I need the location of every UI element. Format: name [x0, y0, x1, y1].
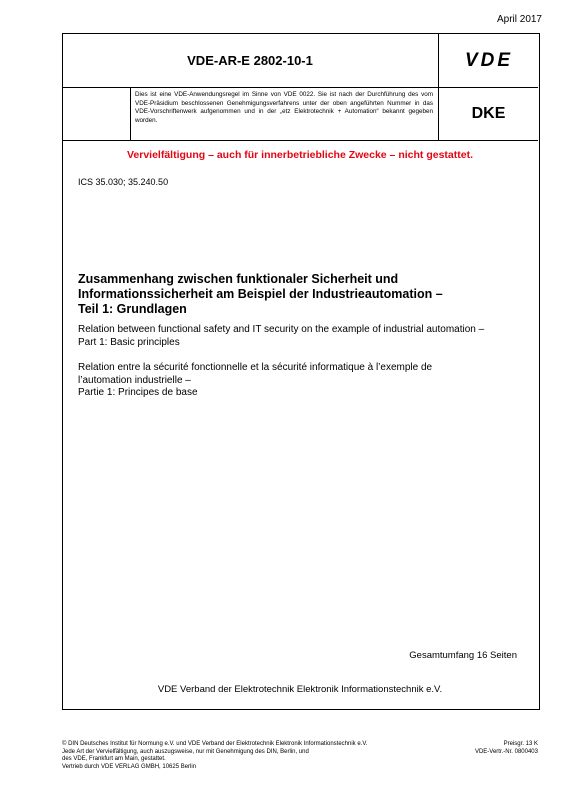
- vde-logo-mark: [453, 49, 525, 71]
- distribution-number: VDE-Vertr.-Nr. 0800403: [474, 748, 538, 755]
- title-german-line: Zusammenhang zwischen funktionaler Sicherheit und: [78, 272, 399, 286]
- copyright-line: Vertrieb durch VDE VERLAG GMBH, 10625 Berlin: [62, 763, 197, 770]
- copyright-footer: [62, 741, 412, 771]
- price-group: Preisgr. 13 K: [503, 741, 538, 747]
- title-german-line: Informationssicherheit am Beispiel der Industrieautomation –: [78, 287, 443, 301]
- issue-date: April 2017: [496, 14, 542, 25]
- title-french: [78, 362, 518, 400]
- approval-notice: Dies ist eine VDE-Anwendungsregel im Sinne von VDE 0022. Sie ist nach der Durchführung des vom VDE-Präsidium beschlossenen Genehmigungsverfahrens unter der oben angeführten Nummer in das VDE-Vorschriftenwerk aufgenommen und in der „etz Elektrotechnik + Automation“ bekannt gegeben worden.: [135, 91, 433, 124]
- title-french-line: l’automation industrielle –: [78, 374, 191, 386]
- price-footer: [475, 741, 538, 756]
- title-french-line: Partie 1: Principes de base: [78, 387, 198, 398]
- title-german: [78, 272, 518, 317]
- title-german-line: Teil 1: Grundlagen: [78, 302, 187, 316]
- dke-label: DKE: [471, 105, 506, 122]
- title-french-line: Relation entre la sécurité fonctionnelle et la sécurité informatique à l’exemple de: [78, 362, 433, 373]
- notice-left-divider: [130, 88, 131, 140]
- total-pages: Gesamtumfang 16 Seiten: [409, 650, 517, 661]
- ics-code: ICS 35.030; 35.240.50: [78, 177, 169, 187]
- publisher-association: VDE Verband der Elektrotechnik Elektronik Informationstechnik e.V.: [157, 684, 443, 695]
- title-english: [78, 324, 518, 349]
- title-english-line: Relation between functional safety and IT security on the example of industrial automation –: [78, 324, 485, 335]
- title-english-line: Part 1: Basic principles: [78, 336, 180, 348]
- copyright-line: des VDE, Frankfurt am Main, gestattet.: [62, 756, 166, 762]
- copyright-line: Jede Art der Vervielfältigung, auch auszugsweise, nur mit Genehmigung des DIN, Berlin, und: [62, 748, 309, 755]
- document-number: VDE-AR-E 2802-10-1: [187, 52, 313, 68]
- copy-warning: Vervielfältigung – auch für innerbetriebliche Zwecke – nicht gestattet.: [126, 149, 473, 161]
- vde-logo: [439, 33, 538, 87]
- vde-logo-text: VDE: [464, 50, 513, 71]
- copyright-line: © DIN Deutsches Institut für Normung e.V. und VDE Verband der Elektrotechnik Elektronik Informationstechnik e.V.: [62, 741, 368, 747]
